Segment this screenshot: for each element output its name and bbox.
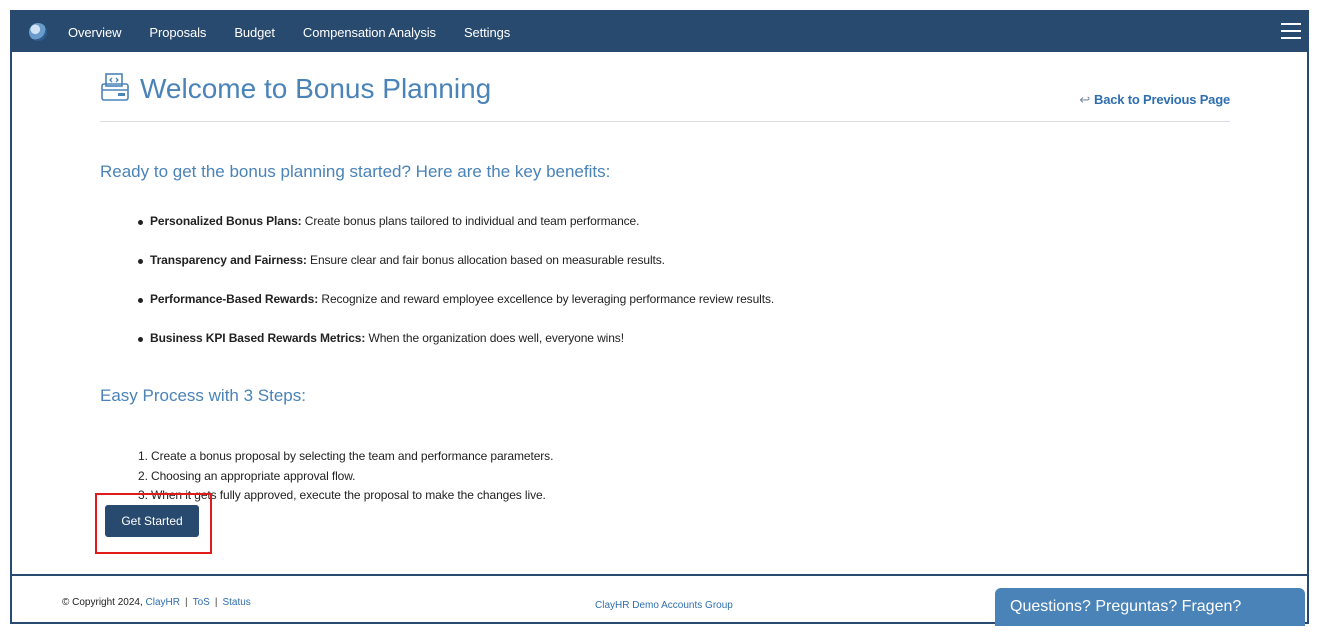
copyright-prefix: © Copyright 2024, (62, 597, 143, 608)
top-navigation-bar (12, 12, 1307, 52)
page-header (100, 52, 1230, 122)
benefit-text: When the organization does well, everyone wins! (365, 331, 624, 345)
divider: | (214, 597, 218, 608)
benefit-text: Create bonus plans tailored to individual and team performance. (301, 214, 640, 228)
get-started-button[interactable]: Get Started (105, 505, 199, 537)
nav-budget[interactable]: Budget (234, 24, 275, 40)
app-logo-icon[interactable] (29, 23, 47, 41)
step-item: 1. Create a bonus proposal by selecting the team and performance parameters. (138, 449, 554, 463)
benefits-heading: Ready to get the bonus planning started? Here are the key benefits: (100, 162, 611, 181)
main-nav (68, 25, 538, 40)
list-item (138, 253, 774, 292)
footer (12, 574, 1307, 626)
benefits-list (138, 214, 774, 370)
back-to-previous-page-link[interactable] (1079, 92, 1230, 108)
back-link-label: Back to Previous Page (1094, 92, 1230, 107)
step-item: 3. When it gets fully approved, execute the proposal to make the changes live. (138, 488, 546, 502)
account-group-name: ClayHR Demo Accounts Group (595, 600, 733, 611)
tos-link[interactable]: ToS (192, 597, 210, 608)
copyright-text (62, 597, 251, 608)
list-item (138, 214, 774, 253)
steps-heading: Easy Process with 3 Steps: (100, 386, 306, 405)
benefit-label: Business KPI Based Rewards Metrics: (150, 331, 366, 345)
divider: | (184, 597, 188, 608)
nav-overview[interactable]: Overview (68, 24, 122, 40)
benefit-text: Recognize and reward employee excellence by leveraging performance review results. (318, 292, 775, 306)
step-item: 2. Choosing an appropriate approval flow. (138, 468, 356, 483)
benefit-label: Personalized Bonus Plans: (150, 214, 302, 228)
status-link[interactable]: Status (222, 597, 251, 608)
back-arrow-icon: ↩ (1079, 92, 1091, 107)
page-title: Welcome to Bonus Planning (140, 73, 492, 104)
nav-settings[interactable]: Settings (463, 24, 511, 40)
nav-compensation-analysis[interactable]: Compensation Analysis (302, 24, 436, 40)
benefit-label: Performance-Based Rewards: (150, 292, 319, 306)
benefit-label: Transparency and Fairness: (150, 253, 307, 267)
document-code-icon (100, 72, 132, 102)
list-item (138, 331, 774, 370)
benefit-text: Ensure clear and fair bonus allocation based on measurable results. (306, 253, 665, 267)
questions-help-button[interactable]: Questions? Preguntas? Fragen? (995, 588, 1305, 626)
hamburger-menu-icon[interactable] (1281, 23, 1301, 39)
main-content (100, 52, 1230, 502)
company-link[interactable]: ClayHR (145, 597, 180, 608)
nav-proposals[interactable]: Proposals (149, 24, 207, 40)
list-item (138, 292, 774, 331)
